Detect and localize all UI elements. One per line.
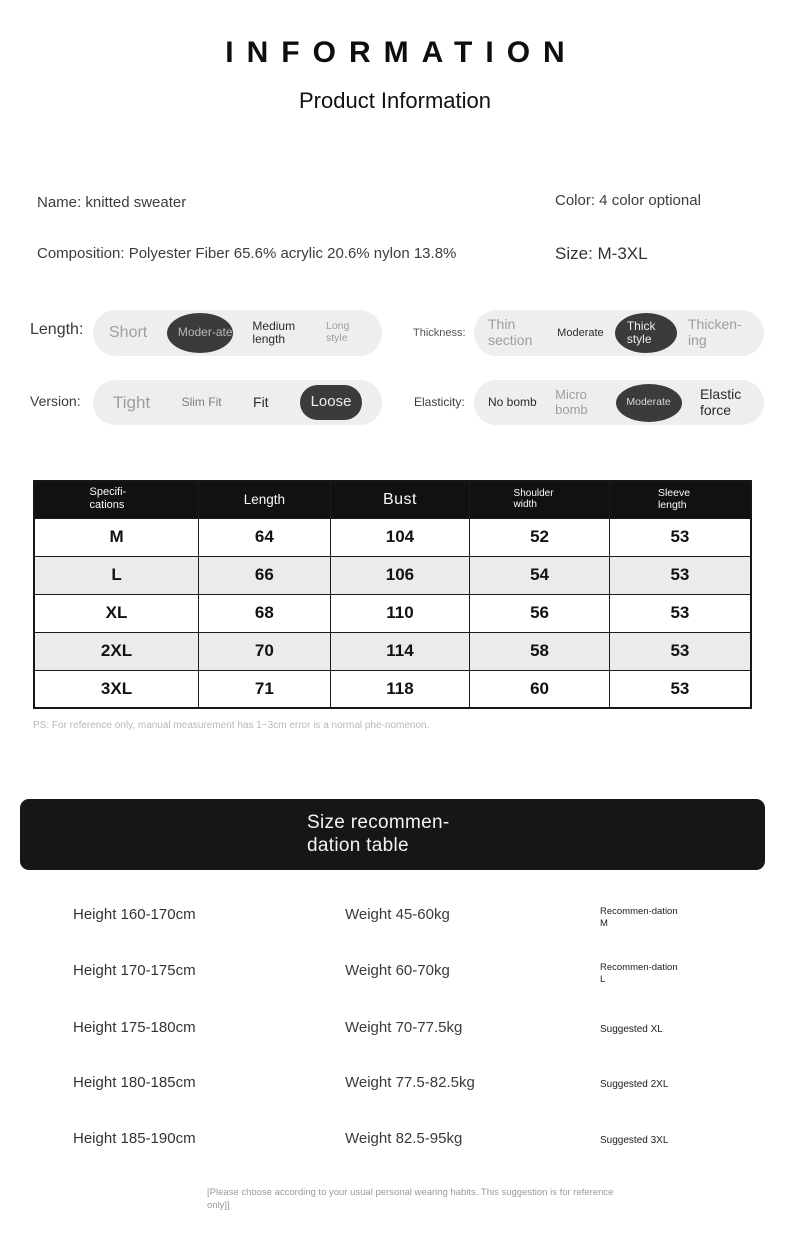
elasticity-option-elastic-force[interactable]: Elastic force: [699, 385, 742, 418]
elasticity-option-micro-bomb[interactable]: Micro bomb: [555, 386, 588, 417]
length-label: Length:: [30, 321, 84, 338]
cell-length: 70: [199, 632, 331, 670]
recommendation-row: [0, 1019, 790, 1059]
suggested-size: Recommen-dation L: [600, 962, 678, 985]
recommendation-footnote: [Please choose according to your usual personal wearing habits. This suggestion is for reference only]]: [207, 1187, 614, 1212]
cell-length: 71: [199, 670, 331, 708]
height-range: Height 185-190cm: [73, 1130, 196, 1147]
cell-length: 66: [199, 556, 331, 594]
height-range: Height 160-170cm: [73, 906, 196, 923]
thickness-option-thickening[interactable]: Thicken-ing: [688, 316, 742, 348]
suggested-size: Suggested XL: [600, 1024, 663, 1035]
height-range: Height 180-185cm: [73, 1074, 196, 1091]
version-option-fit[interactable]: Fit: [253, 393, 269, 410]
page-title: INFORMATION: [225, 36, 578, 69]
cell-bust: 106: [330, 556, 470, 594]
cell-sleeve: 53: [609, 670, 751, 708]
cell-sleeve: 53: [609, 518, 751, 556]
suggested-size: Suggested 2XL: [600, 1079, 669, 1090]
recommendation-row: [0, 1130, 790, 1170]
cell-length: 68: [199, 594, 331, 632]
elasticity-option-no-bomb[interactable]: No bomb: [488, 394, 537, 409]
weight-range: Weight 60-70kg: [345, 962, 450, 979]
weight-range: Weight 77.5-82.5kg: [345, 1074, 475, 1091]
length-option-moderate[interactable]: Moder-ate: [167, 313, 233, 353]
elasticity-label: Elasticity:: [414, 395, 465, 409]
cell-shoulder: 54: [470, 556, 610, 594]
thickness-option-thick-style[interactable]: Thick style: [615, 313, 677, 353]
size-row-m: [34, 518, 751, 556]
elasticity-option-group: [474, 380, 764, 425]
thickness-label: Thickness:: [413, 327, 466, 339]
length-option-medium-length[interactable]: Medium length: [252, 318, 296, 346]
product-color: Color: 4 color optional: [555, 192, 701, 209]
version-option-loose[interactable]: Loose: [300, 385, 362, 420]
size-row-2xl: [34, 632, 751, 670]
cell-size: XL: [34, 594, 199, 632]
length-option-short[interactable]: Short: [109, 324, 148, 342]
recommendation-row: [0, 1074, 790, 1114]
suggested-size: Suggested 3XL: [600, 1135, 669, 1146]
version-option-group: [93, 380, 382, 425]
size-row-xl: [34, 594, 751, 632]
length-option-long-style[interactable]: Long style: [325, 320, 350, 344]
cell-bust: 118: [330, 670, 470, 708]
thickness-option-thin-section[interactable]: Thin section: [488, 316, 533, 348]
product-name: Name: knitted sweater: [37, 194, 187, 211]
cell-size: M: [34, 518, 199, 556]
height-range: Height 175-180cm: [73, 1019, 196, 1036]
cell-size: L: [34, 556, 199, 594]
cell-size: 2XL: [34, 632, 199, 670]
cell-shoulder: 56: [470, 594, 610, 632]
suggested-size: Recommen-dation M: [600, 906, 678, 929]
weight-range: Weight 70-77.5kg: [345, 1019, 463, 1036]
cell-bust: 110: [330, 594, 470, 632]
col-header-specifications: Specifi-cations: [34, 481, 199, 518]
height-range: Height 170-175cm: [73, 962, 196, 979]
col-header-shoulder-width: Shoulder width: [470, 481, 610, 518]
size-row-3xl: [34, 670, 751, 708]
elasticity-option-moderate[interactable]: Moderate: [616, 384, 682, 422]
page-subtitle: Product Information: [299, 88, 491, 113]
weight-range: Weight 45-60kg: [345, 906, 450, 923]
cell-shoulder: 60: [470, 670, 610, 708]
cell-shoulder: 58: [470, 632, 610, 670]
col-header-length: Length: [199, 481, 331, 518]
thickness-option-group: [474, 310, 764, 356]
thickness-option-moderate[interactable]: Moderate: [557, 326, 604, 339]
col-header-sleeve-length: Sleeve length: [609, 481, 751, 518]
size-recommendation-banner-title: Size recommen-dation table: [307, 811, 450, 856]
size-table-header-row: [34, 481, 751, 518]
cell-length: 64: [199, 518, 331, 556]
cell-shoulder: 52: [470, 518, 610, 556]
version-label: Version:: [30, 393, 81, 409]
cell-bust: 104: [330, 518, 470, 556]
cell-sleeve: 53: [609, 556, 751, 594]
size-recommendation-banner: [20, 799, 765, 870]
weight-range: Weight 82.5-95kg: [345, 1130, 463, 1147]
recommendation-row: [0, 962, 790, 1002]
cell-sleeve: 53: [609, 594, 751, 632]
product-size: Size: M-3XL: [555, 244, 648, 263]
length-option-group: [93, 310, 382, 356]
version-option-slim-fit[interactable]: Slim Fit: [181, 394, 222, 409]
recommendation-row: [0, 906, 790, 946]
cell-bust: 114: [330, 632, 470, 670]
col-header-bust: Bust: [330, 481, 470, 518]
product-composition: Composition: Polyester Fiber 65.6% acrylic 20.6% nylon 13.8%: [37, 245, 457, 262]
measurement-disclaimer: PS: For reference only, manual measurement has 1~3cm error is a normal phe-nomenon.: [33, 720, 430, 731]
cell-sleeve: 53: [609, 632, 751, 670]
version-option-tight[interactable]: Tight: [113, 392, 151, 412]
cell-size: 3XL: [34, 670, 199, 708]
size-spec-table: [33, 480, 752, 709]
size-row-l: [34, 556, 751, 594]
